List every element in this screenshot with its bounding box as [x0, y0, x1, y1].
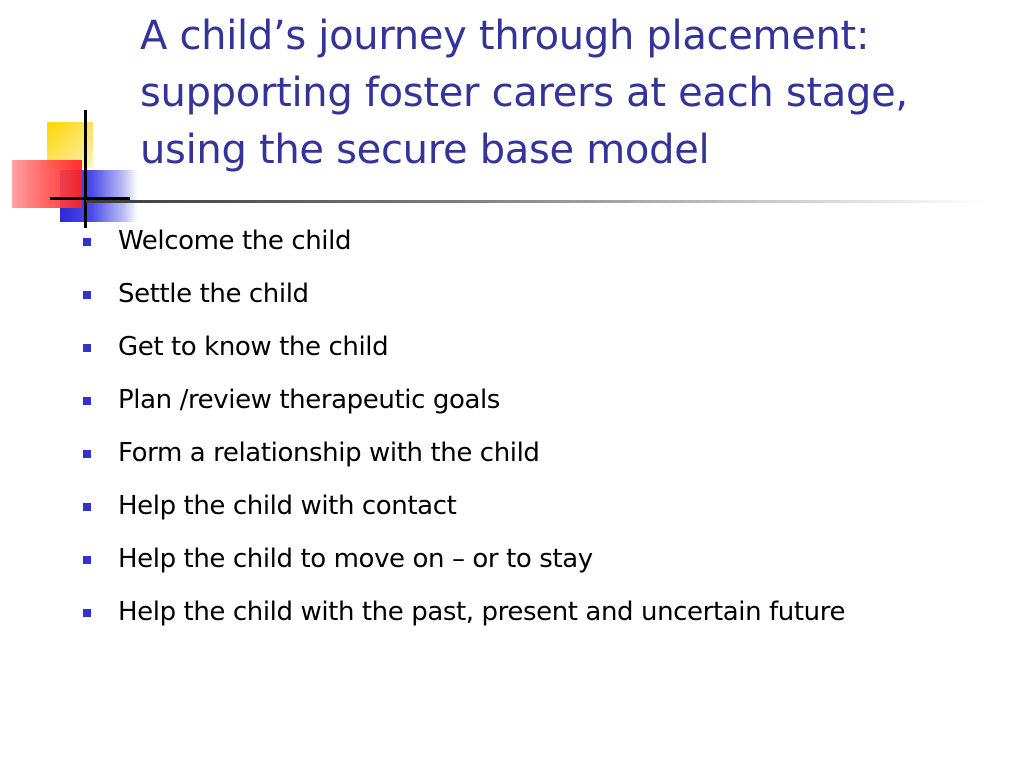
- bullet-item: [80, 383, 940, 418]
- bullet-item: [80, 595, 940, 630]
- bullet-item: [80, 542, 940, 577]
- bullet-text: Help the child with contact: [118, 491, 457, 521]
- bullet-item: [80, 277, 940, 312]
- square-bullet-icon: [83, 344, 91, 352]
- bullet-item: [80, 489, 940, 524]
- bullet-text: Get to know the child: [118, 332, 389, 362]
- square-bullet-icon: [83, 609, 91, 617]
- bullet-text: Help the child with the past, present and uncertain future: [118, 597, 846, 627]
- bullet-item: [80, 436, 940, 471]
- bullet-text: Help the child to move on – or to stay: [118, 544, 593, 574]
- red-square-shape: [12, 160, 82, 208]
- bullet-text: Plan /review therapeutic goals: [118, 385, 500, 415]
- bullet-text: Welcome the child: [118, 226, 352, 256]
- bullet-text: Form a relationship with the child: [118, 438, 540, 468]
- bullet-item: [80, 330, 940, 365]
- slide-title: A child’s journey through placement: supporting foster carers at each stage, using the secure base model: [140, 13, 908, 173]
- bullet-list: [80, 224, 940, 648]
- square-bullet-icon: [83, 450, 91, 458]
- bullet-text: Settle the child: [118, 279, 309, 309]
- logo-vertical-line: [84, 110, 87, 228]
- square-bullet-icon: [83, 397, 91, 405]
- square-bullet-icon: [83, 238, 91, 246]
- decorative-logo: [0, 0, 150, 240]
- square-bullet-icon: [83, 556, 91, 564]
- square-bullet-icon: [83, 291, 91, 299]
- bullet-item: [80, 224, 940, 259]
- title-divider: [86, 200, 986, 203]
- square-bullet-icon: [83, 503, 91, 511]
